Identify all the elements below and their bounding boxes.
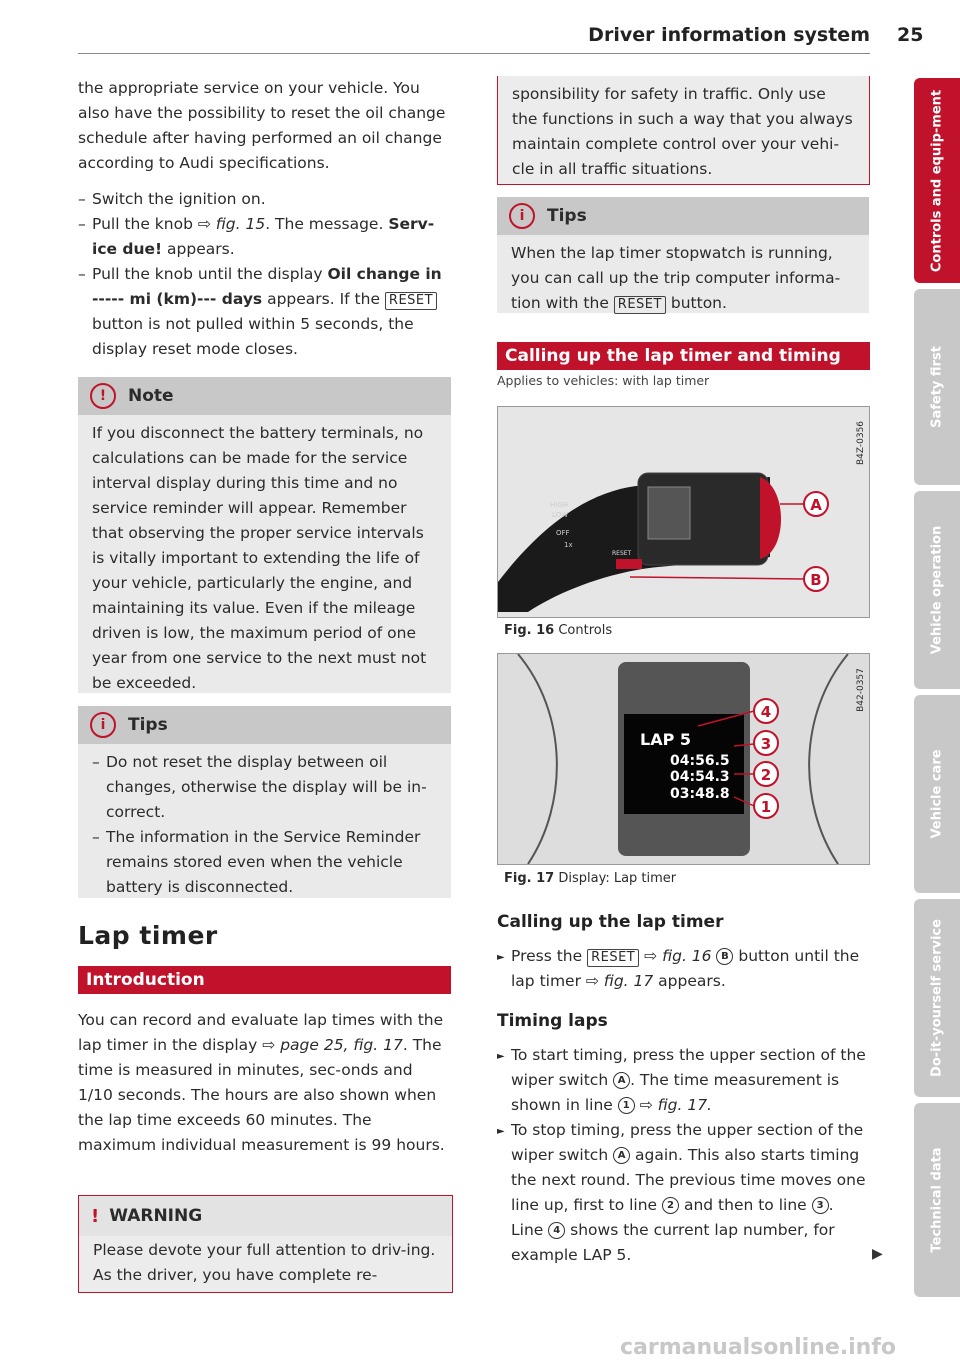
display-time-1: 03:48.8	[670, 786, 730, 802]
applies-to: Applies to vehicles: with lap timer	[497, 373, 710, 388]
stalk-label-reset: RESET	[612, 550, 632, 557]
figure-code: B4Z-0356	[856, 420, 866, 466]
tips-item: – Do not reset the display between oil changes, otherwise the display will be in-correct.	[92, 750, 437, 825]
warning-icon: !	[91, 1205, 100, 1227]
callout-A: A	[810, 496, 822, 514]
stalk-label-high: HIGH	[550, 501, 569, 509]
warning-heading: WARNING	[109, 1206, 203, 1226]
intro-text-block	[78, 1008, 452, 1158]
warning-continued-text: sponsibility for safety in traffic. Only use the functions in such a way that you always maintain complete control over your vehi-cle in all traffic situations.	[512, 85, 853, 178]
warning-box	[78, 1195, 453, 1293]
reset-key: RESET	[385, 292, 437, 310]
stalk-label-1x: 1x	[564, 541, 573, 549]
figure-17-caption: Fig. 17 Display: Lap timer	[504, 871, 677, 886]
wiper-stalk-illustration	[498, 407, 869, 617]
sidebar-tab-vehicle-operation[interactable]: Vehicle operation	[914, 491, 960, 689]
intro-text: You can record and evaluate lap times with the lap timer in the display ⇨ page 25, fig. 17. The time is measured in minutes, sec-onds and 1/10 seconds. The hours are also shown when the lap time exceeds 60 minutes. The maximum individual measurement is 99 hours.	[78, 1011, 445, 1154]
sidebar-tab-vehicle-care[interactable]: Vehicle care	[914, 695, 960, 893]
callout-1: 1	[760, 798, 772, 816]
heading-timing-laps: Timing laps	[497, 1011, 608, 1031]
tips-heading: Tips	[128, 715, 168, 735]
tips-box-right	[497, 197, 869, 313]
callout-2: 2	[760, 766, 772, 784]
section-heading-lap-timer: Lap timer	[78, 921, 218, 950]
info-icon: i	[90, 712, 116, 738]
timing-steps	[497, 1043, 869, 1268]
callout-4: 4	[760, 703, 772, 721]
tips-text: When the lap timer stopwatch is running, you can call up the trip computer informa-tion with the RESET button.	[511, 244, 841, 312]
tips-box-left	[78, 706, 451, 898]
step-start-timing: ► To start timing, press the upper section of the wiper switch A . The time measurement is shown in line 1 ⇨ fig. 17.	[497, 1043, 869, 1118]
header-rule	[78, 53, 870, 54]
stalk-label-low: LOW	[552, 511, 569, 519]
running-header-title: Driver information system	[588, 24, 870, 46]
calling-up-steps	[497, 944, 869, 994]
sidebar-tab-technical-data[interactable]: Technical data	[914, 1103, 960, 1297]
calling-up-bar: Calling up the lap timer and timing	[497, 342, 870, 370]
note-body: If you disconnect the battery terminals, no calculations can be made for the service interval display during this time and no service reminder will appear. Remember that observing the proper service intervals is vitally important to extending the life of your vehicle, particularly the engine, and maintaining its value. Even if the mileage driven is low, the maximum period of one year from one service to the next must not be exceeded.	[92, 424, 427, 692]
warning-body: Please devote your full attention to driv-ing. As the driver, you have complete re-	[93, 1241, 436, 1284]
page-number: 25	[897, 24, 924, 46]
callout-3: 3	[760, 735, 772, 753]
note-heading: Note	[128, 386, 174, 406]
sidebar-tab-safety[interactable]: Safety first	[914, 289, 960, 485]
info-icon: i	[509, 203, 535, 229]
figure-17-display	[497, 653, 870, 865]
tips-heading: Tips	[547, 206, 587, 226]
reset-key: RESET	[587, 949, 639, 967]
display-lap: LAP 5	[640, 730, 692, 749]
figure-16-caption: Fig. 16 Controls	[504, 623, 613, 638]
stalk-label-off: OFF	[556, 529, 570, 537]
footer-watermark: carmanualsonline.info	[620, 1335, 896, 1360]
introduction-bar: Introduction	[78, 966, 451, 994]
tips-item: – The information in the Service Reminder remains stored even when the vehicle battery is disconnected.	[92, 825, 437, 900]
continue-arrow-icon: ▶	[872, 1246, 883, 1262]
step-ignition: – Switch the ignition on.	[78, 187, 450, 212]
left-column	[78, 76, 450, 362]
step-press-reset: ► Press the RESET ⇨ fig. 16 B button until the lap timer ⇨ fig. 17 appears.	[497, 944, 869, 994]
note-box	[78, 377, 451, 693]
callout-B: B	[810, 571, 822, 589]
sidebar-tab-diy-service[interactable]: Do-it-yourself service	[914, 899, 960, 1097]
lap-timer-display-illustration	[498, 654, 869, 864]
step-pull-until: – Pull the knob until the display Oil change in ----- mi (km)--- days appears. If the RESET button is not pulled within 5 seconds, the display reset mode closes.	[78, 262, 450, 362]
step-stop-timing: ► To stop timing, press the upper section of the wiper switch A again. This also starts timing the next round. The previous time moves one line up, first to line 2 and then to line 3 . Line 4 shows the current lap number, for example LAP 5.	[497, 1118, 869, 1268]
callout-B-inline: B	[716, 948, 733, 965]
step-pull-knob: – Pull the knob ⇨ fig. 15. The message. Serv-ice due! appears.	[78, 212, 450, 262]
warning-continued	[497, 76, 870, 185]
display-time-3: 04:56.5	[670, 753, 730, 769]
figure-16-controls	[497, 406, 870, 618]
reset-key: RESET	[614, 296, 666, 314]
intro-paragraph: the appropriate service on your vehicle. You also have the possibility to reset the oil change schedule after having performed an oil change according to Audi specifications.	[78, 79, 446, 172]
note-icon: !	[90, 383, 116, 409]
figure-code: B42-0357	[856, 668, 866, 712]
display-time-2: 04:54.3	[670, 769, 730, 785]
heading-calling-up: Calling up the lap timer	[497, 912, 724, 932]
sidebar-tab-controls[interactable]: Controls and equip-ment	[914, 78, 960, 283]
